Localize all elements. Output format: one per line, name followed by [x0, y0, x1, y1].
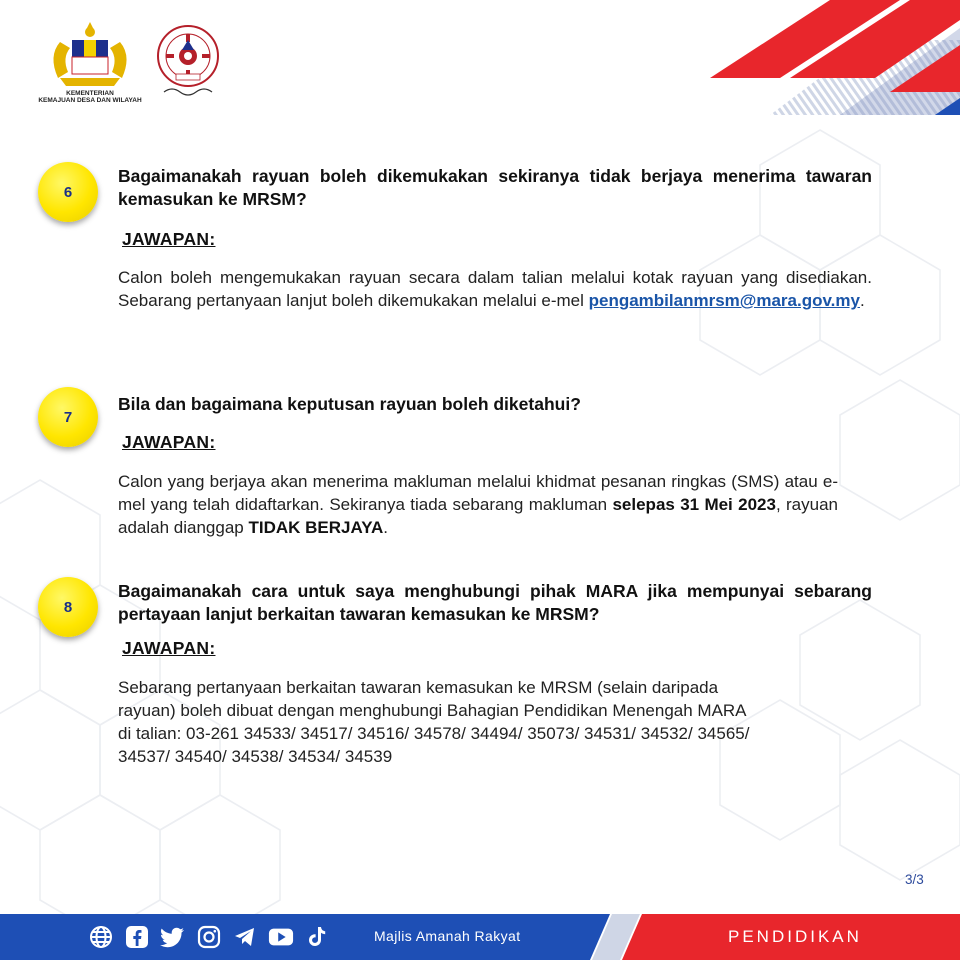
- answer-line: Sebarang pertanyaan berkaitan tawaran kemasukan ke MRSM (selain daripada: [118, 678, 719, 697]
- answer-text: [118, 266, 872, 312]
- answer-label: JAWAPAN:: [122, 638, 216, 658]
- answer-text-part: Calon boleh mengemukakan rayuan secara dalam talian melalui kotak rayuan yang disediakan. Sebarang pertanyaan lanjut boleh dikemukakan melalui e-mel: [118, 268, 872, 310]
- instagram-icon[interactable]: [196, 924, 222, 950]
- header-stripes-decoration: [540, 0, 960, 115]
- mara-seal-icon: [152, 22, 224, 102]
- kpdw-logo: [30, 20, 150, 105]
- email-link[interactable]: pengambilanmrsm@mara.gov.my: [588, 291, 860, 310]
- answer-text: [118, 470, 838, 539]
- question-number-badge: 6: [38, 162, 98, 222]
- answer-text-part: .: [383, 518, 388, 537]
- answer-text-part: Calon yang berjaya akan menerima makluman melalui khidmat pesanan ringkas (SMS) atau e-mel yang telah didaftarkan. Sekiranya tiada sebarang makluman: [118, 472, 838, 514]
- answer-label: JAWAPAN:: [122, 229, 216, 249]
- youtube-icon[interactable]: [268, 924, 294, 950]
- question-text: Bagaimanakah rayuan boleh dikemukakan sekiranya tidak berjaya menerima tawaran kemasukan ke MRSM?: [118, 166, 872, 209]
- answer-label: JAWAPAN:: [122, 432, 216, 452]
- mara-logo: [152, 22, 224, 102]
- tiktok-icon[interactable]: [304, 924, 330, 950]
- answer-text: [118, 676, 898, 768]
- question-number-badge: 8: [38, 577, 98, 637]
- question-text: Bila dan bagaimana keputusan rayuan boleh diketahui?: [118, 394, 581, 414]
- telegram-icon[interactable]: [232, 924, 258, 950]
- answer-bold-date: selepas 31 Mei 2023: [612, 495, 776, 514]
- question-text: Bagaimanakah cara untuk saya menghubungi pihak MARA jika mempunyai sebarang pertayaan lanjut berkaitan tawaran kemasukan ke MRSM?: [118, 581, 872, 624]
- footer-org-name: Majlis Amanah Rakyat: [374, 928, 521, 944]
- page-indicator: 3/3: [905, 872, 924, 887]
- answer-bold-status: TIDAK BERJAYA: [248, 518, 384, 537]
- globe-icon[interactable]: [88, 924, 114, 950]
- answer-text-part: , rayuan adalah dianggap: [118, 495, 838, 537]
- social-icons: [88, 924, 330, 950]
- answer-line: di talian: 03-261 34533/ 34517/ 34516/ 34578/ 34494/ 35073/ 34531/ 34532/ 34565/: [118, 724, 750, 743]
- answer-line: 34537/ 34540/ 34538/ 34534/ 34539: [118, 747, 393, 766]
- footer-section-label: PENDIDIKAN: [728, 927, 862, 946]
- answer-line: rayuan) boleh dibuat dengan menghubungi Bahagian Pendidikan Menengah MARA: [118, 701, 747, 720]
- answer-text-part: .: [859, 291, 865, 310]
- coat-of-arms-icon: [30, 20, 150, 90]
- facebook-icon[interactable]: [124, 924, 150, 950]
- footer-bar: [0, 914, 960, 960]
- kpdw-logo-text: KEMENTERIAN KEMAJUAN DESA DAN WILAYAH: [38, 90, 142, 104]
- question-number-badge: 7: [38, 387, 98, 447]
- twitter-icon[interactable]: [160, 924, 186, 950]
